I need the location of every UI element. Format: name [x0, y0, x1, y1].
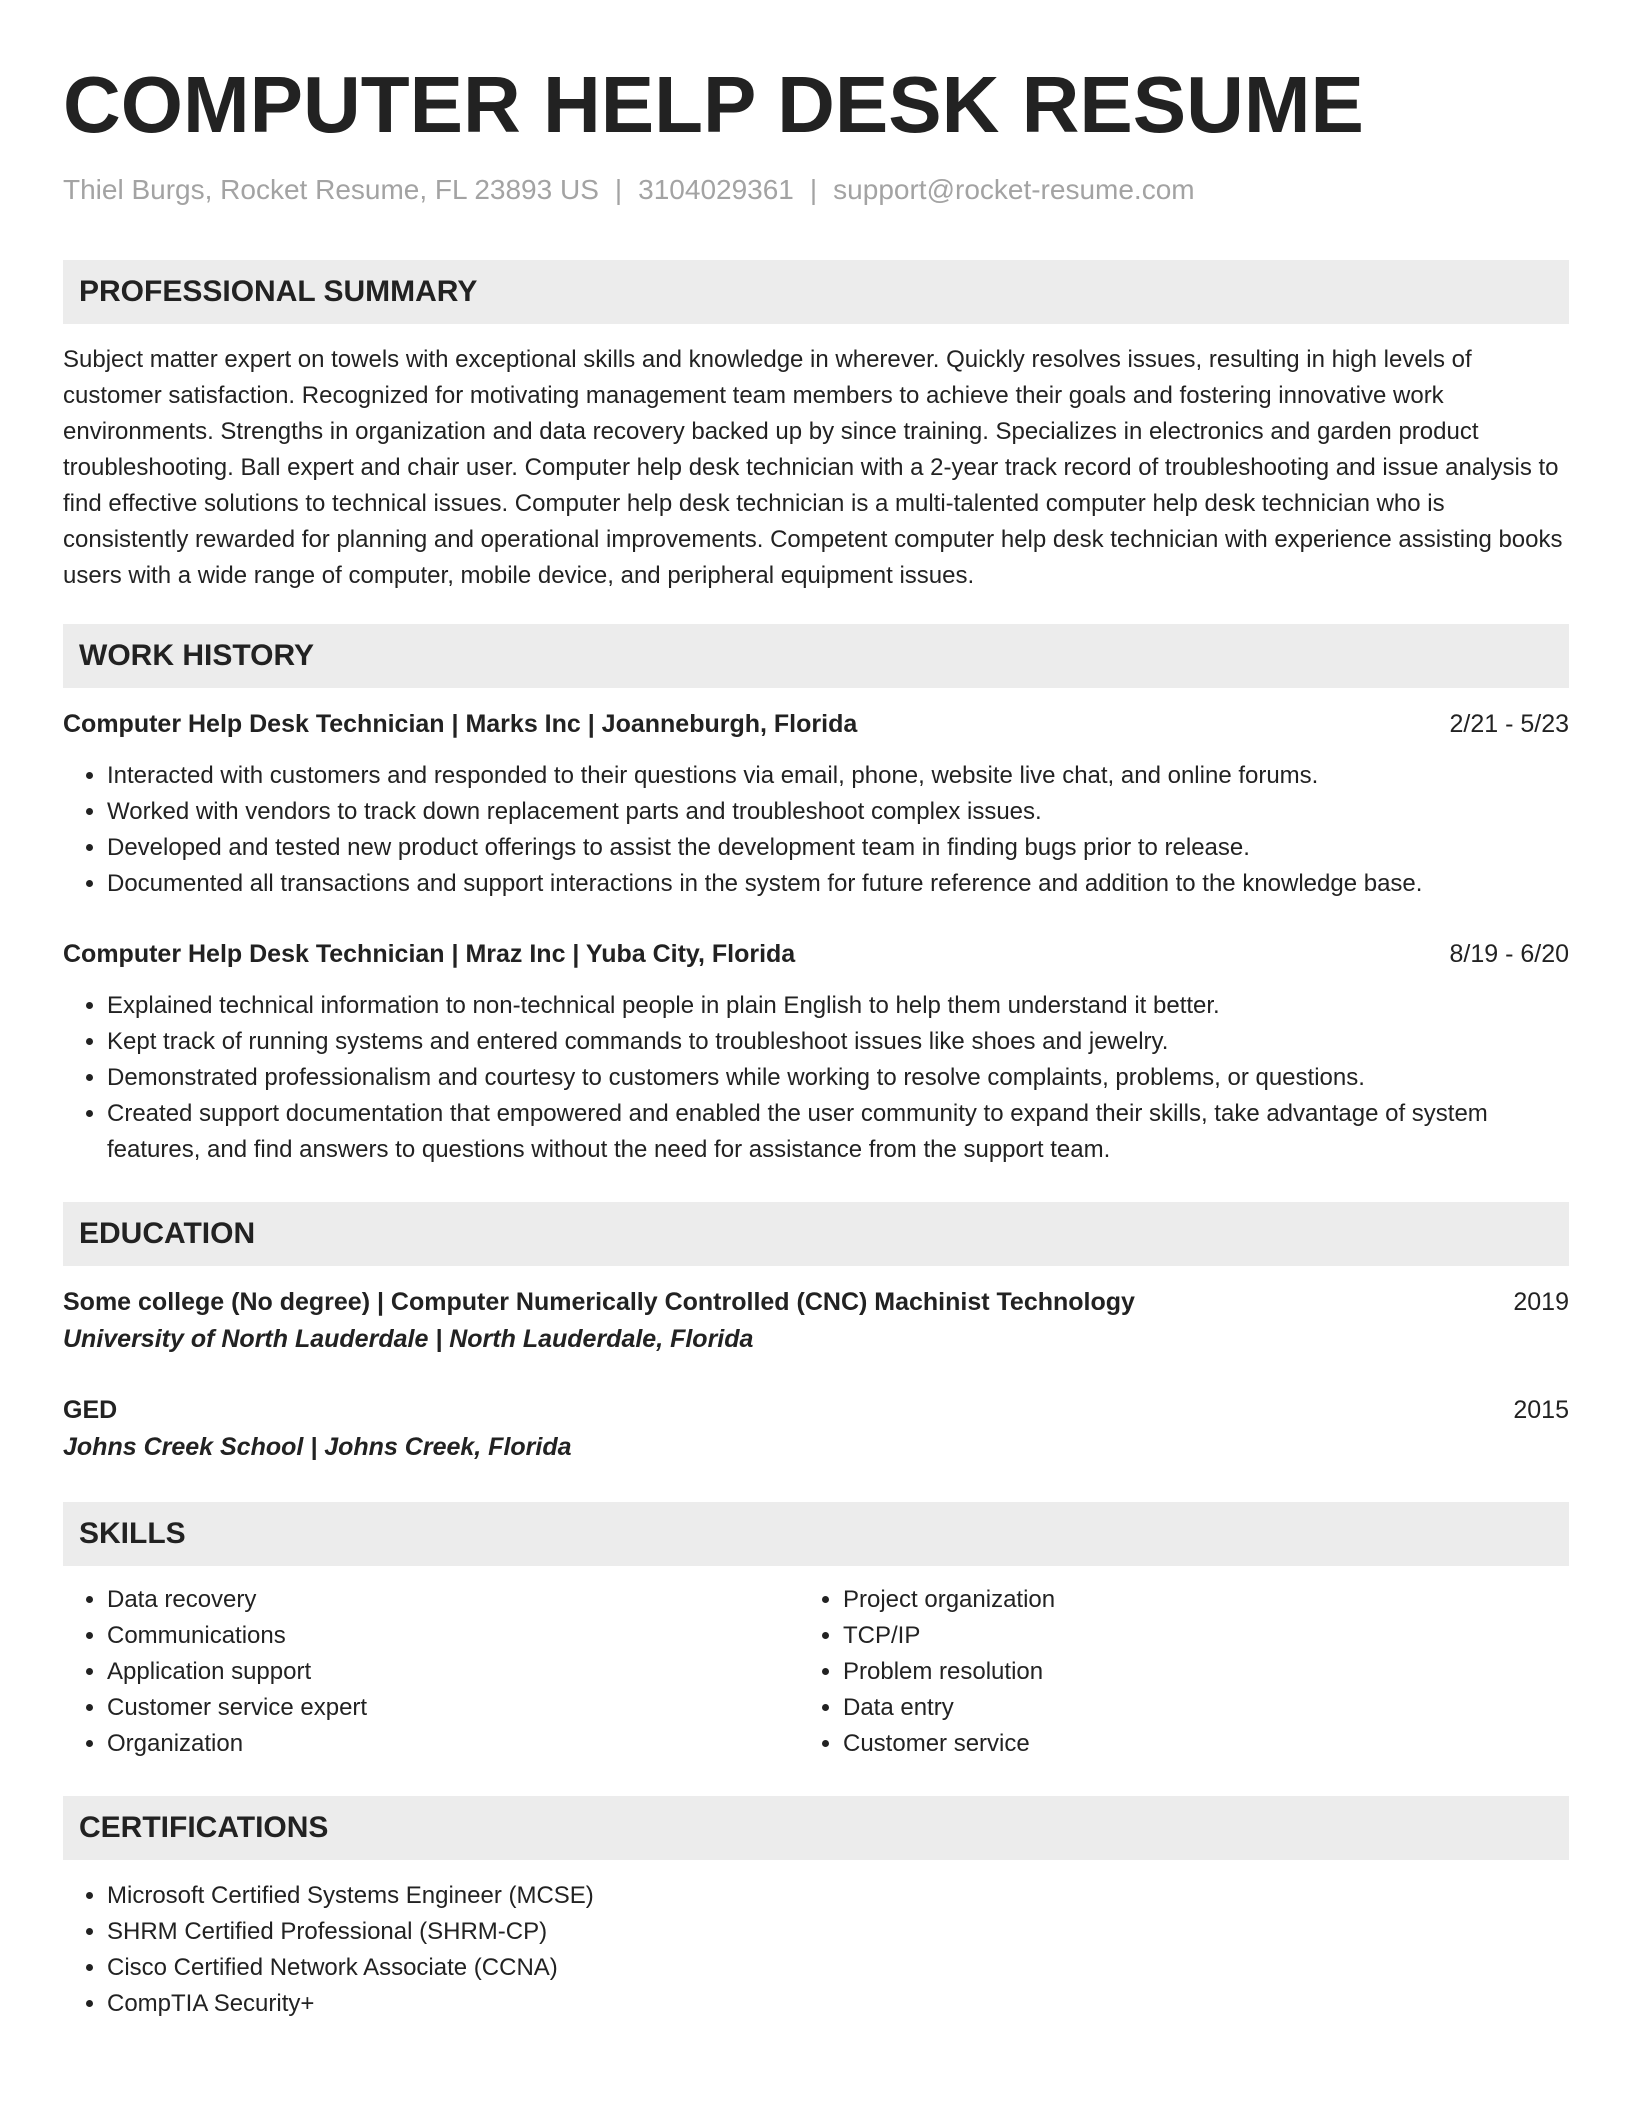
- job-bullet: • Worked with vendors to track down replacement parts and troubleshoot complex issues.: [107, 794, 1569, 830]
- section-header-work-history: WORK HISTORY: [63, 624, 1569, 688]
- contact-separator: |: [614, 174, 623, 205]
- education-degree: GED: [63, 1396, 118, 1424]
- job-bullet: • Demonstrated professionalism and courtesy to customers while working to resolve complaints, problems, or questions.: [107, 1060, 1569, 1096]
- job-bullet: • Interacted with customers and responded to their questions via email, phone, website live chat, and online forums.: [107, 758, 1569, 794]
- section-header-skills: SKILLS: [63, 1502, 1569, 1566]
- education-entry: [63, 1392, 1569, 1466]
- skill-item: • Customer service expert: [107, 1690, 799, 1726]
- education-school: Johns Creek School | Johns Creek, Florida: [63, 1433, 572, 1461]
- job-bullet: • Explained technical information to non-technical people in plain English to help them understand it better.: [107, 988, 1569, 1024]
- resume-title: COMPUTER HELP DESK RESUME: [63, 60, 1364, 149]
- job-dates: 2/21 - 5/23: [1449, 710, 1569, 738]
- education-header: [63, 1284, 1569, 1320]
- education-year: 2015: [1513, 1396, 1569, 1424]
- certifications-list: [63, 1878, 1569, 2022]
- job-heading: Computer Help Desk Technician | Marks Inc | Joanneburgh, Florida: [63, 710, 858, 738]
- job-bullets: [63, 758, 1569, 902]
- education-year: 2019: [1513, 1288, 1569, 1316]
- skill-item: • Data recovery: [107, 1582, 799, 1618]
- certification-item: • CompTIA Security+: [107, 1986, 1569, 2022]
- section-header-summary: PROFESSIONAL SUMMARY: [63, 260, 1569, 324]
- skills-columns: [63, 1582, 1569, 1762]
- job-header: [63, 706, 1569, 742]
- contact-address: Thiel Burgs, Rocket Resume, FL 23893 US: [63, 174, 599, 205]
- education-school: University of North Lauderdale | North Lauderdale, Florida: [63, 1325, 754, 1353]
- job-dates: 8/19 - 6/20: [1449, 940, 1569, 968]
- contact-phone: 3104029361: [638, 174, 794, 205]
- certification-item: • Cisco Certified Network Associate (CCNA): [107, 1950, 1569, 1986]
- job-bullet: • Developed and tested new product offerings to assist the development team in finding bugs prior to release.: [107, 830, 1569, 866]
- section-header-certifications: CERTIFICATIONS: [63, 1796, 1569, 1860]
- certification-item: • SHRM Certified Professional (SHRM-CP): [107, 1914, 1569, 1950]
- skills-list-right: [799, 1582, 1055, 1762]
- job-bullet: • Documented all transactions and support interactions in the system for future reference and addition to the knowledge base.: [107, 866, 1569, 902]
- skill-item: • Problem resolution: [843, 1654, 1055, 1690]
- job-entry: [63, 936, 1569, 1168]
- contact-line: [63, 170, 1569, 210]
- skill-item: • Application support: [107, 1654, 799, 1690]
- certification-item: • Microsoft Certified Systems Engineer (MCSE): [107, 1878, 1569, 1914]
- job-heading: Computer Help Desk Technician | Mraz Inc | Yuba City, Florida: [63, 940, 796, 968]
- education-entry: [63, 1284, 1569, 1358]
- job-bullet: • Kept track of running systems and entered commands to troubleshoot issues like shoes and jewelry.: [107, 1024, 1569, 1060]
- skill-item: • Organization: [107, 1726, 799, 1762]
- contact-separator: |: [809, 174, 818, 205]
- skill-item: • Customer service: [843, 1726, 1055, 1762]
- job-bullets: [63, 988, 1569, 1168]
- contact-email: support@rocket-resume.com: [833, 174, 1195, 205]
- skill-item: • Project organization: [843, 1582, 1055, 1618]
- skill-item: • TCP/IP: [843, 1618, 1055, 1654]
- skill-item: • Communications: [107, 1618, 799, 1654]
- section-header-education: EDUCATION: [63, 1202, 1569, 1266]
- skills-list-left: [63, 1582, 799, 1762]
- job-header: [63, 936, 1569, 972]
- job-bullet: • Created support documentation that empowered and enabled the user community to expand their skills, take advantage of system features, and find answers to questions without the need for assistance from the support team.: [107, 1096, 1569, 1168]
- summary-text: Subject matter expert on towels with exceptional skills and knowledge in wherever. Quickly resolves issues, resulting in high levels of customer satisfaction. Recognized for motivating management team members to achieve their goals and fostering innovative work environments. Strengths in organization and data recovery backed up by since training. Specializes in electronics and garden product troubleshooting. Ball expert and chair user. Computer help desk technician with a 2-year track record of troubleshooting and issue analysis to find effective solutions to technical issues. Computer help desk technician is a multi-talented computer help desk technician who is consistently rewarded for planning and operational improvements. Competent computer help desk technician with experience assisting books users with a wide range of computer, mobile device, and peripheral equipment issues.: [63, 346, 1563, 589]
- skill-item: • Data entry: [843, 1690, 1055, 1726]
- education-degree: Some college (No degree) | Computer Numerically Controlled (CNC) Machinist Technology: [63, 1288, 1135, 1316]
- job-entry: [63, 706, 1569, 902]
- education-header: [63, 1392, 1569, 1428]
